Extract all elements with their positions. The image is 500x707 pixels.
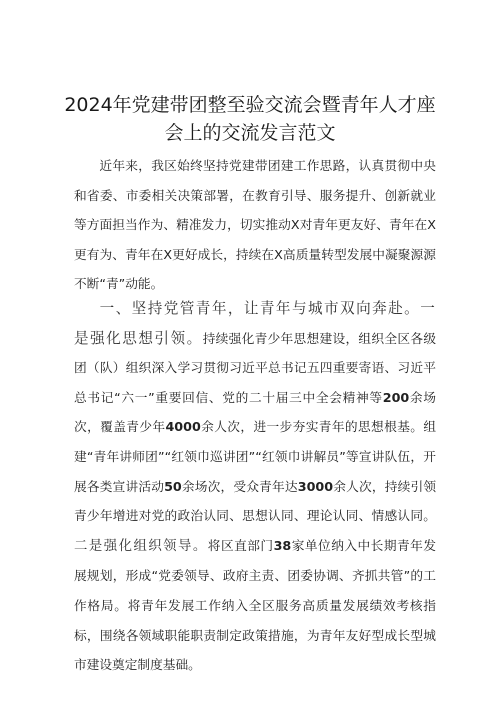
document-title-line-2: 会上的交流发言范文: [164, 122, 336, 144]
number-38: 38: [273, 537, 292, 553]
document-title-line-1: 2024年党建带团整至验交流会暨青年人才座: [64, 94, 436, 116]
number-4000: 4000: [165, 419, 201, 435]
body-text-segment: 将区直部门: [207, 537, 274, 553]
body-text-segment: 家单位纳入中长期青年发展规划，形成“党委领导、政府主责、团委协调、齐抓共管”的工作格局。将青年发展工作纳入全区服务高质量发展绩效考核指标，围绕各领域职能职责制定政策措施，为青年友好型成长型城市建设奠定制度基础。: [74, 537, 437, 673]
body-text-segment: 持续强化青少年思想建设，组织全区各级团（队）组织深入学习贯彻习近平总书记五四重要寄语、习近平总书记“六一”重要回信、党的二十届三中全会精神等: [74, 330, 437, 405]
number-200: 200: [382, 389, 410, 405]
body-text-segment: 余人次，进一步夯实青年的思想根基。组建“青年讲师团”“红领巾巡讲团”“红领巾讲解员”等宣讲队伍，开展各类宣讲活动: [74, 419, 437, 494]
number-3000: 3000: [297, 478, 334, 494]
subheading-strengthen-organization: 二是强化组织领导。: [74, 538, 208, 554]
intro-paragraph: 近年来，我区始终坚持党建带团建工作思路，认真贯彻中央和省委、市委相关决策部署，在教育引导、服务提升、创新就业等方面担当作为、精准发力，切实推动X对青年更友好、青年在X更有为、青年在X更好成长，持续在X高质量转型发展中凝聚源源不断“青”动能。: [74, 158, 436, 292]
body-text-segment: 余场次，受众青年达: [181, 478, 298, 494]
body-text-segment: 余场次，覆盖青少年: [74, 389, 436, 435]
body-text-segment: 余人次，持续引领青少年增进对党的政治认同、思想认同、理论认同、情感认同。: [74, 478, 437, 524]
section-1-heading: 一、坚持党管青年，让青年与城市双向奔赴。: [99, 300, 421, 317]
subheading-strengthen-ideology: 一是强化思想引领。: [74, 300, 436, 347]
section-1-paragraph: [74, 294, 436, 680]
number-50: 50: [164, 478, 182, 494]
